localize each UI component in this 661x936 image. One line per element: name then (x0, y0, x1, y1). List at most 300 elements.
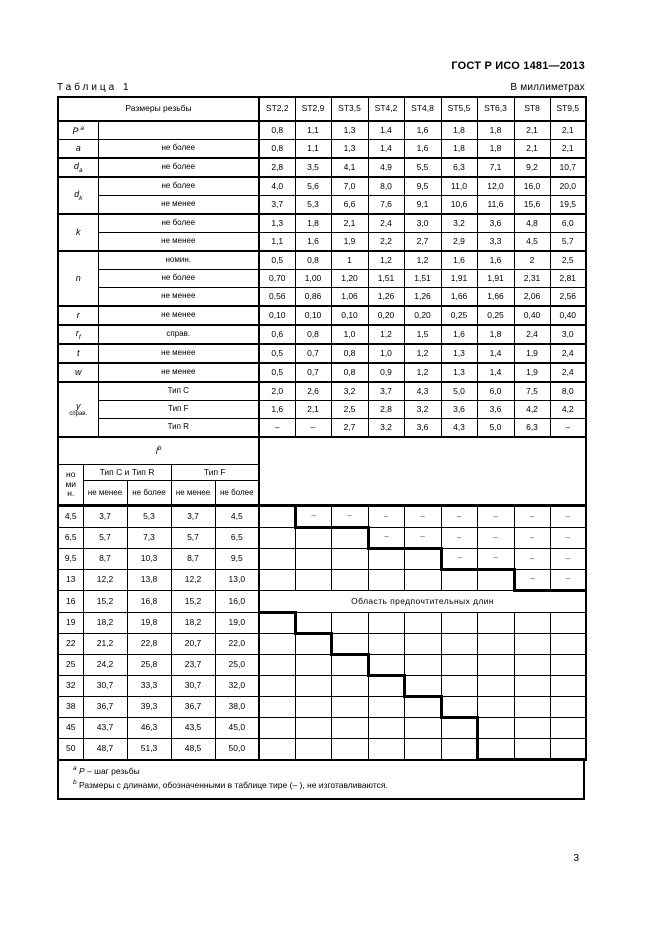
value-cell: 12,0 (477, 177, 514, 196)
length-value-cell: 25,0 (215, 655, 259, 676)
value-cell: 3,3 (477, 233, 514, 252)
grid-cell (514, 739, 550, 760)
grid-cell (477, 655, 514, 676)
grid-cell (295, 549, 331, 570)
value-cell: 2,4 (368, 214, 404, 233)
length-value-cell: 36,7 (171, 697, 215, 718)
length-value-cell: 36,7 (83, 697, 127, 718)
value-cell: 1,91 (441, 270, 477, 288)
grid-cell (404, 697, 441, 718)
dash-cell: – (477, 549, 514, 570)
value-cell: 1,3 (441, 363, 477, 382)
value-cell: 3,2 (368, 419, 404, 438)
dash-cell: – (550, 528, 586, 549)
length-nominal-cell: 9,5 (58, 549, 83, 570)
value-cell: 1,26 (404, 288, 441, 307)
value-cell: 2,7 (331, 419, 368, 438)
length-nominal-cell: 38 (58, 697, 83, 718)
length-value-cell: 10,3 (127, 549, 171, 570)
dash-cell: – (441, 506, 477, 528)
condition-cell: не менее (98, 363, 259, 382)
dash-cell: – (368, 506, 404, 528)
value-cell: 3,6 (477, 214, 514, 233)
dash-cell: – (404, 506, 441, 528)
value-cell: – (295, 419, 331, 438)
value-cell: 2,5 (550, 251, 586, 270)
grid-cell (368, 697, 404, 718)
grid-cell (259, 634, 295, 655)
limit-header: не менее (83, 481, 127, 506)
value-cell: 2,4 (550, 363, 586, 382)
grid-cell (404, 634, 441, 655)
value-cell: 1,6 (295, 233, 331, 252)
param-cell: $d_a$ (58, 158, 98, 177)
value-cell: 2,8 (368, 401, 404, 419)
value-cell: 6,6 (331, 196, 368, 215)
value-cell: 0,6 (259, 325, 295, 344)
grid-cell (404, 549, 441, 570)
condition-cell: Тип C (98, 382, 259, 401)
value-cell: 2,1 (514, 140, 550, 159)
value-cell: 7,6 (368, 196, 404, 215)
value-cell: 0,5 (259, 363, 295, 382)
grid-cell (441, 718, 477, 739)
value-cell: 6,0 (477, 382, 514, 401)
param-cell: y справ. (58, 382, 98, 437)
grid-cell (514, 655, 550, 676)
length-nominal-cell: 6,5 (58, 528, 83, 549)
grid-cell (331, 676, 368, 697)
standard-number: ГОСТ Р ИСО 1481—2013 (451, 60, 585, 72)
value-cell: 1,0 (331, 325, 368, 344)
dash-cell: – (441, 549, 477, 570)
length-value-cell: 48,7 (83, 739, 127, 760)
size-col-header: ST2,2 (259, 97, 295, 121)
value-cell: 5,0 (441, 382, 477, 401)
grid-cell (477, 718, 514, 739)
grid-cell (331, 570, 368, 591)
condition-cell: не менее (98, 344, 259, 363)
grid-cell (477, 613, 514, 634)
grid-cell (295, 676, 331, 697)
length-value-cell: 8,7 (83, 549, 127, 570)
length-value-cell: 8,7 (171, 549, 215, 570)
length-value-cell: 32,0 (215, 676, 259, 697)
grid-cell (514, 697, 550, 718)
condition-cell: не более (98, 270, 259, 288)
value-cell: 2,7 (404, 233, 441, 252)
size-col-header: ST8 (514, 97, 550, 121)
length-value-cell: 15,2 (83, 591, 127, 613)
footnote-a-symbol: P (79, 765, 85, 776)
size-col-header: ST9,5 (550, 97, 586, 121)
grid-cell (441, 739, 477, 760)
param-cell: k (58, 214, 98, 251)
dash-cell: – (441, 528, 477, 549)
value-cell: 0,20 (404, 306, 441, 325)
length-value-cell: 24,2 (83, 655, 127, 676)
value-cell: 2,1 (331, 214, 368, 233)
value-cell: 1,8 (441, 121, 477, 140)
condition-cell: не более (98, 214, 259, 233)
value-cell: 1,20 (331, 270, 368, 288)
value-cell: 0,40 (550, 306, 586, 325)
grid-cell (441, 676, 477, 697)
length-nominal-header: но ми н. (58, 465, 83, 506)
footnote-b (73, 778, 577, 792)
value-cell: 2,2 (368, 233, 404, 252)
grid-cell (441, 570, 477, 591)
length-value-cell: 6,5 (215, 528, 259, 549)
value-cell: 4,0 (259, 177, 295, 196)
value-cell: 4,9 (368, 158, 404, 177)
value-cell: 8,0 (550, 382, 586, 401)
value-cell: 4,3 (404, 382, 441, 401)
footnote-a-text: – шаг резьбы (87, 765, 140, 776)
value-cell: 1,6 (477, 251, 514, 270)
length-nominal-cell: 19 (58, 613, 83, 634)
value-cell: 7,0 (331, 177, 368, 196)
grid-cell (368, 613, 404, 634)
value-cell: 1,51 (368, 270, 404, 288)
dash-cell: – (477, 528, 514, 549)
value-cell: 0,8 (259, 140, 295, 159)
value-cell: 0,40 (514, 306, 550, 325)
value-cell: 2,0 (259, 382, 295, 401)
grid-cell (404, 613, 441, 634)
value-cell: 4,1 (331, 158, 368, 177)
value-cell: 11,6 (477, 196, 514, 215)
condition-cell: не более (98, 140, 259, 159)
value-cell: 2,5 (331, 401, 368, 419)
value-cell: 5,6 (295, 177, 331, 196)
preferred-region-label: Область предпочтительных длин (259, 591, 586, 613)
grid-cell (404, 676, 441, 697)
value-cell: 2,1 (550, 140, 586, 159)
condition-cell: не менее (98, 233, 259, 252)
value-cell: 2,1 (550, 121, 586, 140)
grid-cell (477, 739, 514, 760)
condition-cell: не более (98, 158, 259, 177)
value-cell: 1,00 (295, 270, 331, 288)
grid-cell (259, 697, 295, 718)
grid-cell (404, 739, 441, 760)
length-value-cell: 3,7 (83, 506, 127, 528)
empty-merged-cell (259, 438, 586, 506)
grid-cell (295, 655, 331, 676)
grid-cell (550, 697, 586, 718)
value-cell: 0,10 (331, 306, 368, 325)
dash-cell: – (404, 528, 441, 549)
grid-cell (514, 613, 550, 634)
value-cell: 1,8 (295, 214, 331, 233)
value-cell: 16,0 (514, 177, 550, 196)
dash-cell: – (477, 506, 514, 528)
param-cell: $r_f$ (58, 325, 98, 344)
value-cell: 1,8 (477, 121, 514, 140)
value-cell: 2,1 (295, 401, 331, 419)
value-cell: 0,8 (295, 251, 331, 270)
length-value-cell: 3,7 (171, 506, 215, 528)
param-cell: w (58, 363, 98, 382)
limit-header: не менее (171, 481, 215, 506)
value-cell: 3,0 (404, 214, 441, 233)
grid-cell (550, 655, 586, 676)
length-value-cell: 38,0 (215, 697, 259, 718)
value-cell: 1,3 (259, 214, 295, 233)
value-cell: 1,3 (331, 140, 368, 159)
grid-cell (368, 549, 404, 570)
dash-cell: – (331, 506, 368, 528)
grid-cell (331, 697, 368, 718)
value-cell: 1,8 (477, 140, 514, 159)
value-cell: 4,8 (514, 214, 550, 233)
value-cell: 0,86 (295, 288, 331, 307)
table-caption: Таблица 1 (57, 82, 132, 93)
grid-cell (259, 718, 295, 739)
length-value-cell: 5,3 (127, 506, 171, 528)
value-cell: 1,2 (404, 251, 441, 270)
value-cell: 3,7 (259, 196, 295, 215)
value-cell: 1,91 (477, 270, 514, 288)
grid-cell (259, 570, 295, 591)
value-cell: 0,9 (368, 363, 404, 382)
condition-cell: не более (98, 177, 259, 196)
grid-cell (441, 634, 477, 655)
value-cell: 1,66 (477, 288, 514, 307)
size-col-header: ST3,5 (331, 97, 368, 121)
value-cell: 1,6 (441, 325, 477, 344)
param-cell: a (58, 140, 98, 159)
grid-cell (295, 634, 331, 655)
grid-cell (404, 655, 441, 676)
value-cell: 15,6 (514, 196, 550, 215)
type-f-header: Тип F (171, 465, 259, 481)
length-value-cell: 50,0 (215, 739, 259, 760)
footnote-a-sup: a (73, 765, 77, 772)
value-cell: 2 (514, 251, 550, 270)
limit-header: не более (127, 481, 171, 506)
dash-cell: – (295, 506, 331, 528)
value-cell: 0,7 (295, 344, 331, 363)
grid-cell (259, 506, 295, 528)
limit-header: не более (215, 481, 259, 506)
grid-cell (331, 634, 368, 655)
grid-cell (259, 739, 295, 760)
length-nominal-cell: 25 (58, 655, 83, 676)
grid-cell (259, 655, 295, 676)
grid-cell (477, 634, 514, 655)
value-cell: 6,3 (514, 419, 550, 438)
value-cell: 9,2 (514, 158, 550, 177)
length-value-cell: 7,3 (127, 528, 171, 549)
size-col-header: ST4,8 (404, 97, 441, 121)
type-cr-header: Тип C и Тип R (83, 465, 171, 481)
grid-cell (331, 549, 368, 570)
dash-cell: – (368, 528, 404, 549)
length-value-cell: 20,7 (171, 634, 215, 655)
footnote-box (57, 761, 585, 800)
value-cell: 6,0 (550, 214, 586, 233)
size-header-label: Размеры резьбы (58, 97, 259, 121)
length-value-cell: 33,3 (127, 676, 171, 697)
grid-cell (295, 739, 331, 760)
condition-cell: Тип R (98, 419, 259, 438)
value-cell: 3,0 (550, 325, 586, 344)
param-cell: n (58, 251, 98, 306)
value-cell: 0,20 (368, 306, 404, 325)
value-cell: 0,25 (441, 306, 477, 325)
grid-cell (514, 718, 550, 739)
grid-cell (550, 613, 586, 634)
condition-cell: не менее (98, 306, 259, 325)
value-cell: 1,1 (295, 121, 331, 140)
value-cell: 10,6 (441, 196, 477, 215)
value-cell: 1,0 (368, 344, 404, 363)
value-cell: 1,1 (295, 140, 331, 159)
value-cell: 1,5 (404, 325, 441, 344)
length-value-cell: 21,2 (83, 634, 127, 655)
grid-cell (441, 613, 477, 634)
grid-cell (441, 697, 477, 718)
grid-cell (331, 613, 368, 634)
length-value-cell: 51,3 (127, 739, 171, 760)
value-cell: 1,9 (331, 233, 368, 252)
value-cell: 1,66 (441, 288, 477, 307)
value-cell: 1,8 (441, 140, 477, 159)
length-value-cell: 4,5 (215, 506, 259, 528)
value-cell: 3,5 (295, 158, 331, 177)
value-cell: 3,6 (441, 401, 477, 419)
lower-tbody (58, 438, 586, 760)
grid-cell (259, 676, 295, 697)
grid-cell (477, 570, 514, 591)
value-cell: 6,3 (441, 158, 477, 177)
value-cell: 10,7 (550, 158, 586, 177)
value-cell: 5,0 (477, 419, 514, 438)
dash-cell: – (514, 549, 550, 570)
value-cell: 1,2 (368, 325, 404, 344)
length-nominal-cell: 13 (58, 570, 83, 591)
value-cell: 0,8 (331, 344, 368, 363)
value-cell: 1,6 (441, 251, 477, 270)
condition-cell (98, 121, 259, 140)
footnote-b-text: Размеры с длинами, обозначенными в таблице тире (– ), не изготавливаются. (79, 779, 388, 790)
length-value-cell: 18,2 (83, 613, 127, 634)
grid-cell (368, 570, 404, 591)
value-cell: 5,5 (404, 158, 441, 177)
value-cell: 11,0 (441, 177, 477, 196)
value-cell: 2,9 (441, 233, 477, 252)
length-value-cell: 43,5 (171, 718, 215, 739)
length-value-cell: 23,7 (171, 655, 215, 676)
units-label: В миллиметрах (510, 82, 585, 93)
value-cell: – (259, 419, 295, 438)
value-cell: 7,5 (514, 382, 550, 401)
value-cell: 1,2 (368, 251, 404, 270)
value-cell: 1,26 (368, 288, 404, 307)
length-value-cell: 19,8 (127, 613, 171, 634)
value-cell: 3,7 (368, 382, 404, 401)
value-cell: 2,31 (514, 270, 550, 288)
value-cell: 1,3 (441, 344, 477, 363)
value-cell: 4,3 (441, 419, 477, 438)
value-cell: 4,2 (550, 401, 586, 419)
grid-cell (368, 739, 404, 760)
value-cell: 1,06 (331, 288, 368, 307)
grid-cell (295, 697, 331, 718)
value-cell: 5,7 (550, 233, 586, 252)
length-nominal-cell: 22 (58, 634, 83, 655)
length-value-cell: 45,0 (215, 718, 259, 739)
length-nominal-cell: 45 (58, 718, 83, 739)
length-nominal-cell: 32 (58, 676, 83, 697)
grid-cell (295, 528, 331, 549)
length-value-cell: 18,2 (171, 613, 215, 634)
grid-cell (404, 718, 441, 739)
footnote-b-sup: b (73, 779, 77, 786)
grid-cell (331, 655, 368, 676)
value-cell: 1,9 (514, 344, 550, 363)
value-cell: 4,5 (514, 233, 550, 252)
value-cell: 9,1 (404, 196, 441, 215)
grid-cell (550, 676, 586, 697)
grid-cell (295, 570, 331, 591)
value-cell: 3,6 (404, 419, 441, 438)
condition-cell: Тип F (98, 401, 259, 419)
value-cell: – (550, 419, 586, 438)
value-cell: 8,0 (368, 177, 404, 196)
value-cell: 0,7 (295, 363, 331, 382)
value-cell: 20,0 (550, 177, 586, 196)
grid-cell (368, 655, 404, 676)
value-cell: 5,3 (295, 196, 331, 215)
value-cell: 1,4 (477, 344, 514, 363)
value-cell: 0,5 (259, 251, 295, 270)
value-cell: 1,4 (368, 140, 404, 159)
grid-cell (259, 613, 295, 634)
value-cell: 4,2 (514, 401, 550, 419)
condition-cell: не менее (98, 196, 259, 215)
value-cell: 2,4 (514, 325, 550, 344)
value-cell: 1,9 (514, 363, 550, 382)
grid-cell (295, 718, 331, 739)
length-value-cell: 46,3 (127, 718, 171, 739)
lower-table (57, 438, 587, 761)
grid-cell (368, 718, 404, 739)
upper-table (57, 96, 587, 438)
grid-cell (550, 718, 586, 739)
condition-cell: номин. (98, 251, 259, 270)
value-cell: 1,1 (259, 233, 295, 252)
value-cell: 0,8 (295, 325, 331, 344)
grid-cell (259, 549, 295, 570)
length-value-cell: 22,8 (127, 634, 171, 655)
value-cell: 3,2 (441, 214, 477, 233)
grid-cell (331, 739, 368, 760)
value-cell: 2,06 (514, 288, 550, 307)
value-cell: 2,56 (550, 288, 586, 307)
length-value-cell: 13,0 (215, 570, 259, 591)
value-cell: 2,8 (259, 158, 295, 177)
value-cell: 2,1 (514, 121, 550, 140)
length-value-cell: 30,7 (83, 676, 127, 697)
value-cell: 0,56 (259, 288, 295, 307)
dash-cell: – (550, 570, 586, 591)
value-cell: 0,10 (259, 306, 295, 325)
length-value-cell: 25,8 (127, 655, 171, 676)
grid-cell (295, 613, 331, 634)
